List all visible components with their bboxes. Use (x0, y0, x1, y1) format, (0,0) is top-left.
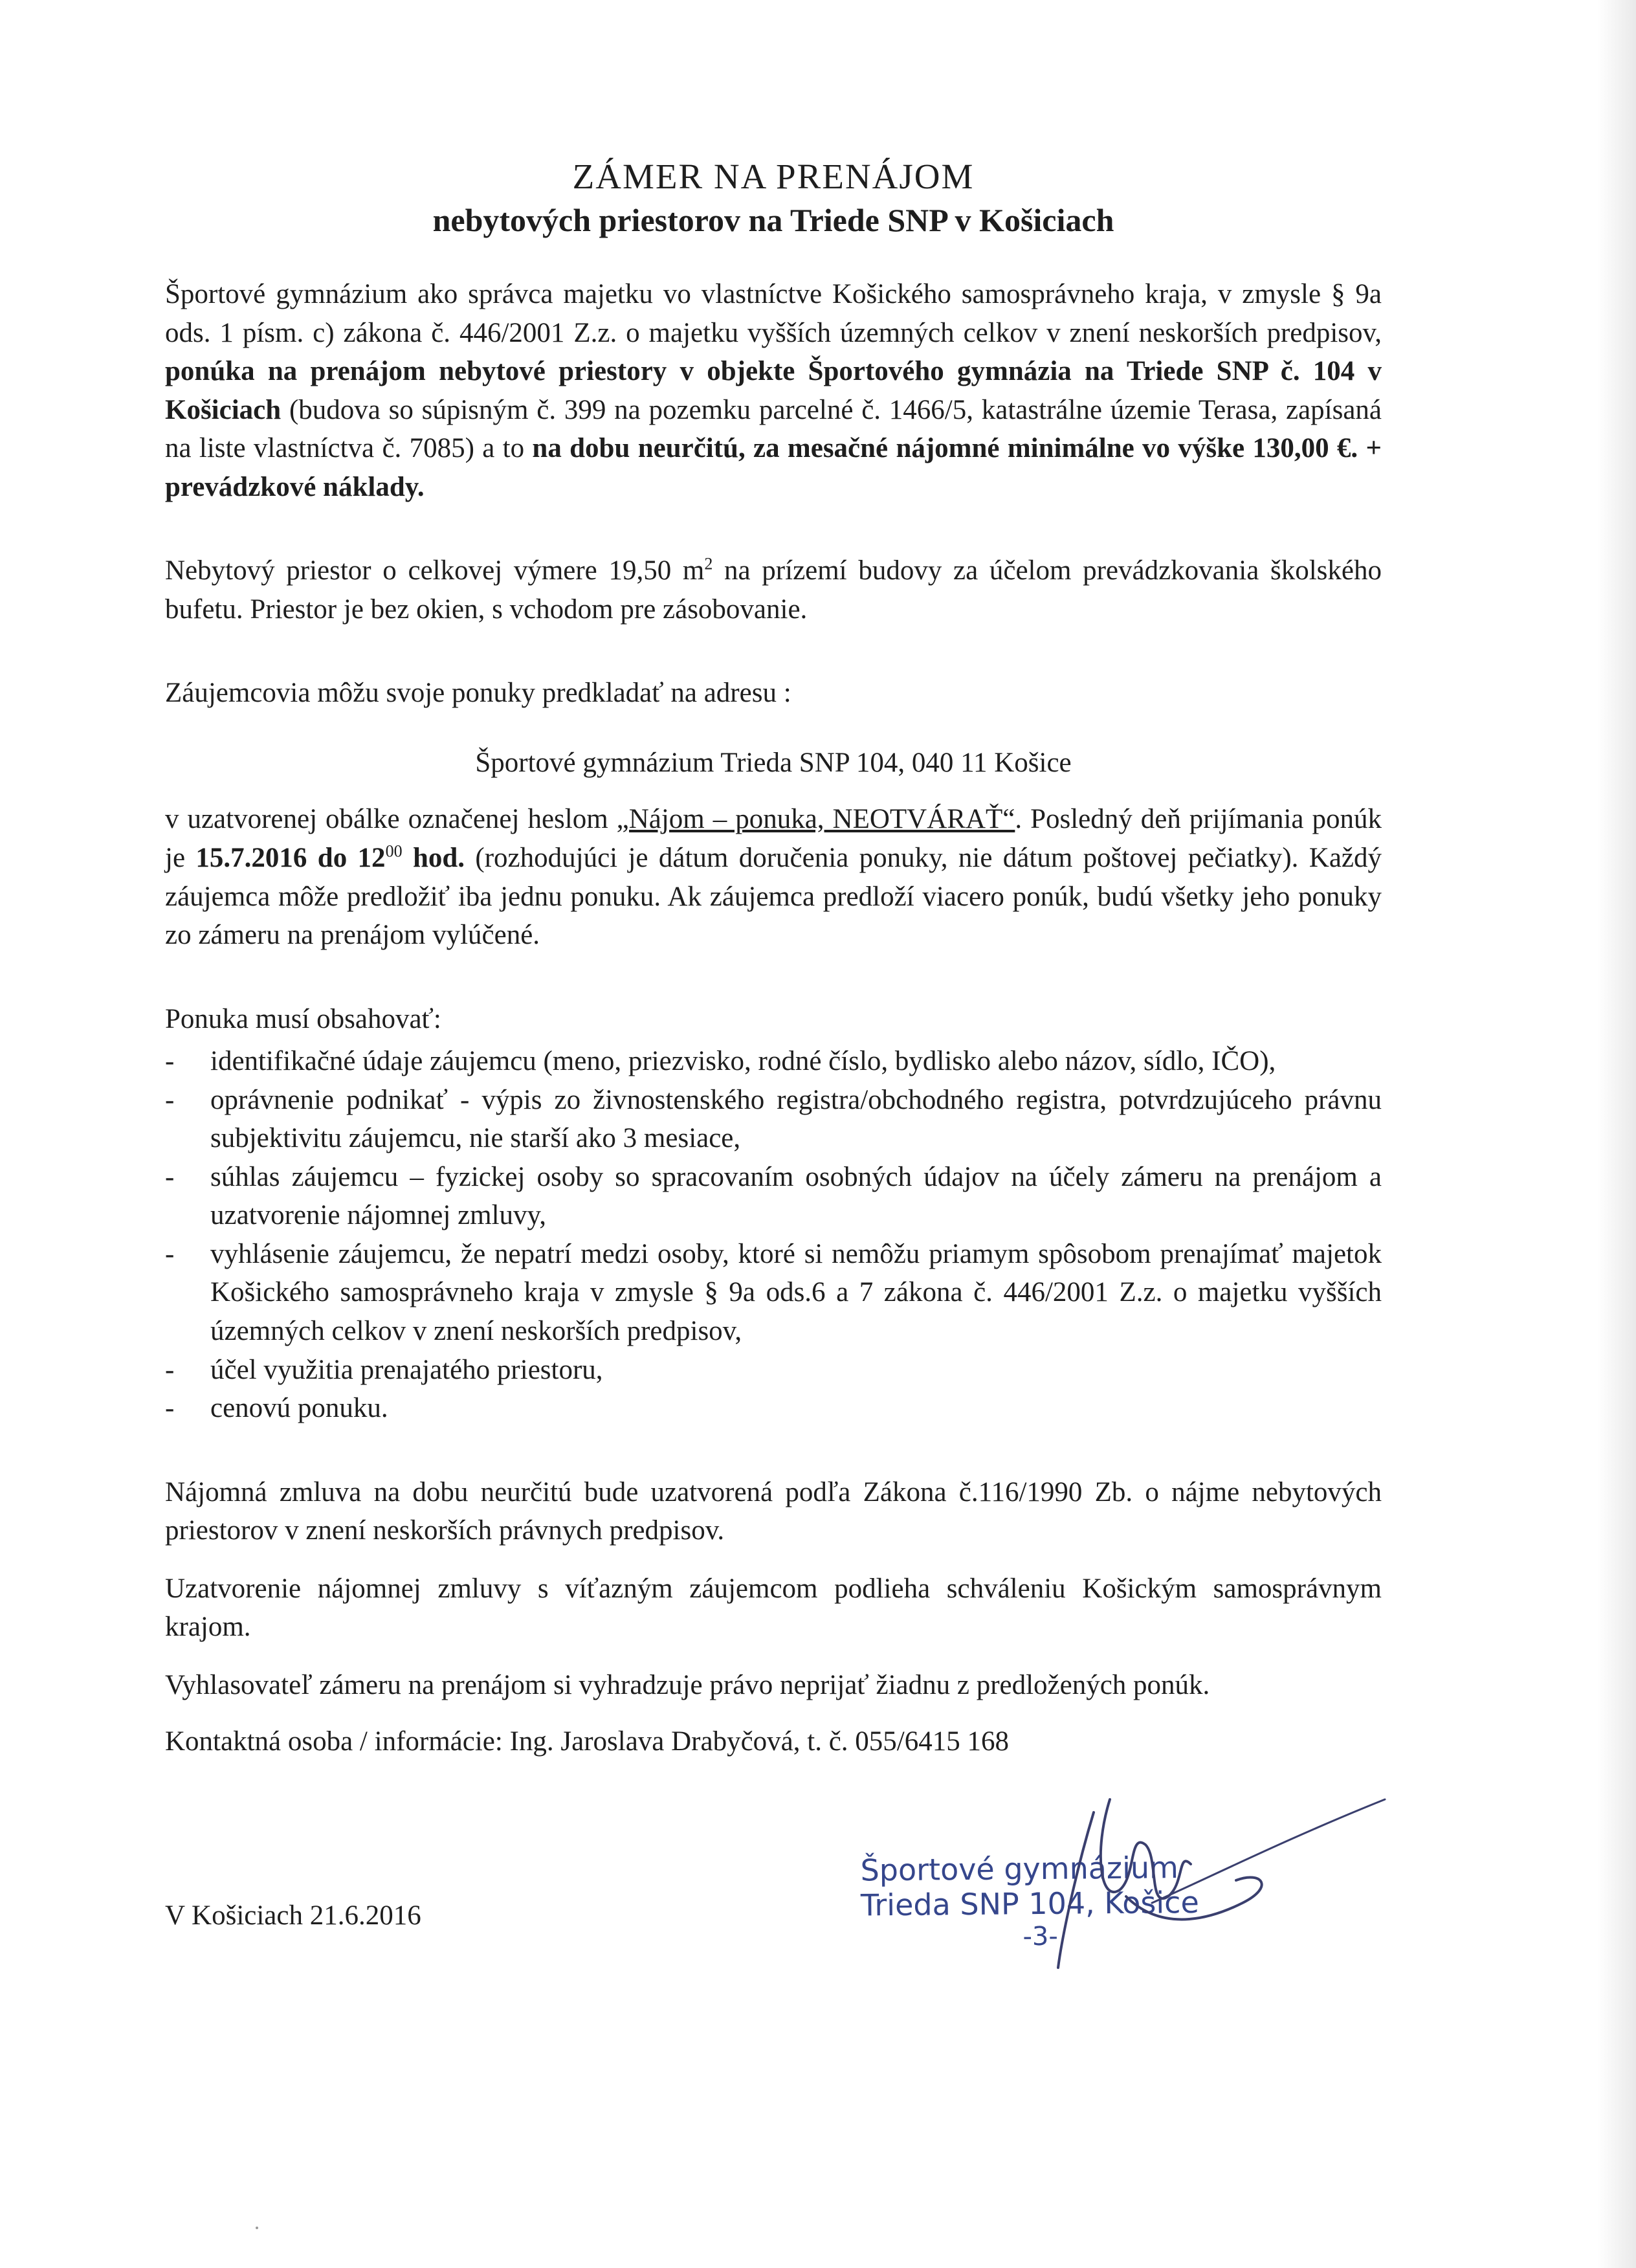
scan-speck (256, 2227, 258, 2229)
document-title: ZÁMER NA PRENÁJOM (572, 157, 975, 196)
list-item (165, 1042, 1382, 1081)
requirement-text: oprávnenie podnikať - výpis zo živnostenského registra/obchodného registra, potvrdzujúceho právnu subjektivitu záujemcu, nie starší ako 3 mesiace, (210, 1084, 1382, 1154)
deadline-minutes: 00 (385, 841, 403, 861)
space-paragraph (165, 551, 1382, 628)
list-item (165, 1389, 1382, 1428)
scan-edge-shadow (1597, 0, 1636, 2268)
contact-line: Kontaktná osoba / informácie: Ing. Jaroslava Drabyčová, t. č. 055/6415 168 (165, 1726, 1009, 1757)
space-text-after: na prízemí budovy za účelom prevádzkovania školského bufetu. Priestor je bez okien, s vchodom pre zásobovanie. (165, 555, 1382, 625)
list-dash: - (165, 1084, 175, 1115)
deadline-hod: hod. (412, 843, 465, 874)
stamp-line-1: Športové gymnázium (860, 1850, 1179, 1888)
deadline-date: 15.7.2016 do 12 (195, 843, 386, 874)
requirements-heading: Ponuka musí obsahovať: (165, 1003, 441, 1034)
signature-stroke (1152, 1799, 1385, 1903)
intro-text-2: (budova so súpisným č. 399 na pozemku parcelné č. 1466/5, katastrálne územie Terasa, zapísaná na liste vlastníctva č. 7085) a to (165, 394, 1382, 464)
requirement-text: cenovú ponuku. (210, 1393, 388, 1424)
intro-text-1: Športové gymnázium ako správca majetku vo vlastníctve Košického samosprávneho kraja, v zmysle § 9a ods. 1 písm. c) zákona č. 446/2001 Z.z. o majetku vyšších územných celkov v znení neskorších predpisov, (165, 279, 1382, 348)
list-dash: - (165, 1393, 175, 1424)
submission-address: Športové gymnázium Trieda SNP 104, 040 11 Košice (475, 747, 1072, 778)
intro-offer-bold: ponúka na prenájom nebytové priestory v objekte Športového gymnázia na Triede SNP č. 104 v Košiciach (165, 356, 1382, 425)
envelope-motto: „Nájom – ponuka, NEOTVÁRAŤ“ (616, 804, 1015, 835)
list-dash: - (165, 1238, 175, 1269)
page-number: -3- (1022, 1921, 1058, 1951)
document-subtitle: nebytových priestorov na Triede SNP v Košiciach (432, 202, 1114, 238)
list-dash: - (165, 1161, 175, 1192)
requirement-text: vyhlásenie záujemcu, že nepatrí medzi osoby, ktoré si nemôžu priamym spôsobom prenajímať majetok Košického samosprávneho kraja v zmysle § 9a ods.6 a 7 zákona č. 446/2001 Z.z. o majetku vyšších územných celkov v znení neskorších predpisov, (210, 1238, 1382, 1347)
contract-paragraph: Nájomná zmluva na dobu neurčitú bude uzatvorená podľa Zákona č.116/1990 Zb. o nájme nebytových priestorov v znení neskorších právnych predpisov. (165, 1476, 1382, 1546)
signature-stroke (1101, 1799, 1191, 1898)
envelope-paragraph (165, 800, 1382, 954)
intro-paragraph (165, 275, 1382, 506)
address-intro: Záujemcovia môžu svoje ponuky predkladať na adresu : (165, 678, 791, 709)
list-item (165, 1081, 1382, 1158)
handwritten-signature (997, 1773, 1398, 1981)
requirements-list (165, 1042, 1382, 1427)
approval-paragraph: Uzatvorenie nájomnej zmluvy s víťazným záujemcom podlieha schváleniu Košickým samosprávnym krajom. (165, 1573, 1382, 1643)
place-and-date: V Košiciach 21.6.2016 (165, 1900, 421, 1931)
requirement-text: účel využitia prenajatého priestoru, (210, 1354, 603, 1385)
signature-stroke (1058, 1812, 1094, 1968)
list-item (165, 1158, 1382, 1235)
stamp-line-2: Trieda SNP 104, Košice (860, 1885, 1199, 1923)
list-item (165, 1351, 1382, 1390)
area-superscript: 2 (704, 554, 713, 573)
requirement-text: súhlas záujemcu – fyzickej osoby so spracovaním osobných údajov na účely zámeru na prenájom a uzatvorenie nájomnej zmluvy, (210, 1161, 1382, 1231)
envelope-text-3: (rozhodujúci je dátum doručenia ponuky, nie dátum poštovej pečiatky). Každý záujemca môže predložiť iba jednu ponuku. Ak záujemca predloží viacero ponúk, budú všetky jeho ponuky zo zámeru na prenájom vylúčené. (165, 843, 1382, 951)
envelope-text-1: v uzatvorenej obálke označenej heslom (165, 804, 608, 835)
list-item (165, 1235, 1382, 1351)
space-text-before: Nebytový priestor o celkovej výmere 19,50 m (165, 555, 705, 586)
list-dash: - (165, 1046, 175, 1077)
requirement-text: identifikačné údaje záujemcu (meno, priezvisko, rodné číslo, bydlisko alebo názov, sídlo, IČO), (210, 1046, 1276, 1077)
reserve-paragraph: Vyhlasovateľ zámeru na prenájom si vyhradzuje právo neprijať žiadnu z predložených ponúk. (165, 1669, 1210, 1700)
document-body (165, 155, 1382, 1761)
list-dash: - (165, 1354, 175, 1385)
intro-terms-bold: na dobu neurčitú, za mesačné nájomné minimálne vo výške 130,00 €. + prevádzkové náklady. (165, 433, 1382, 502)
envelope-text-2: . Posledný deň prijímania ponúk je (165, 804, 1382, 874)
